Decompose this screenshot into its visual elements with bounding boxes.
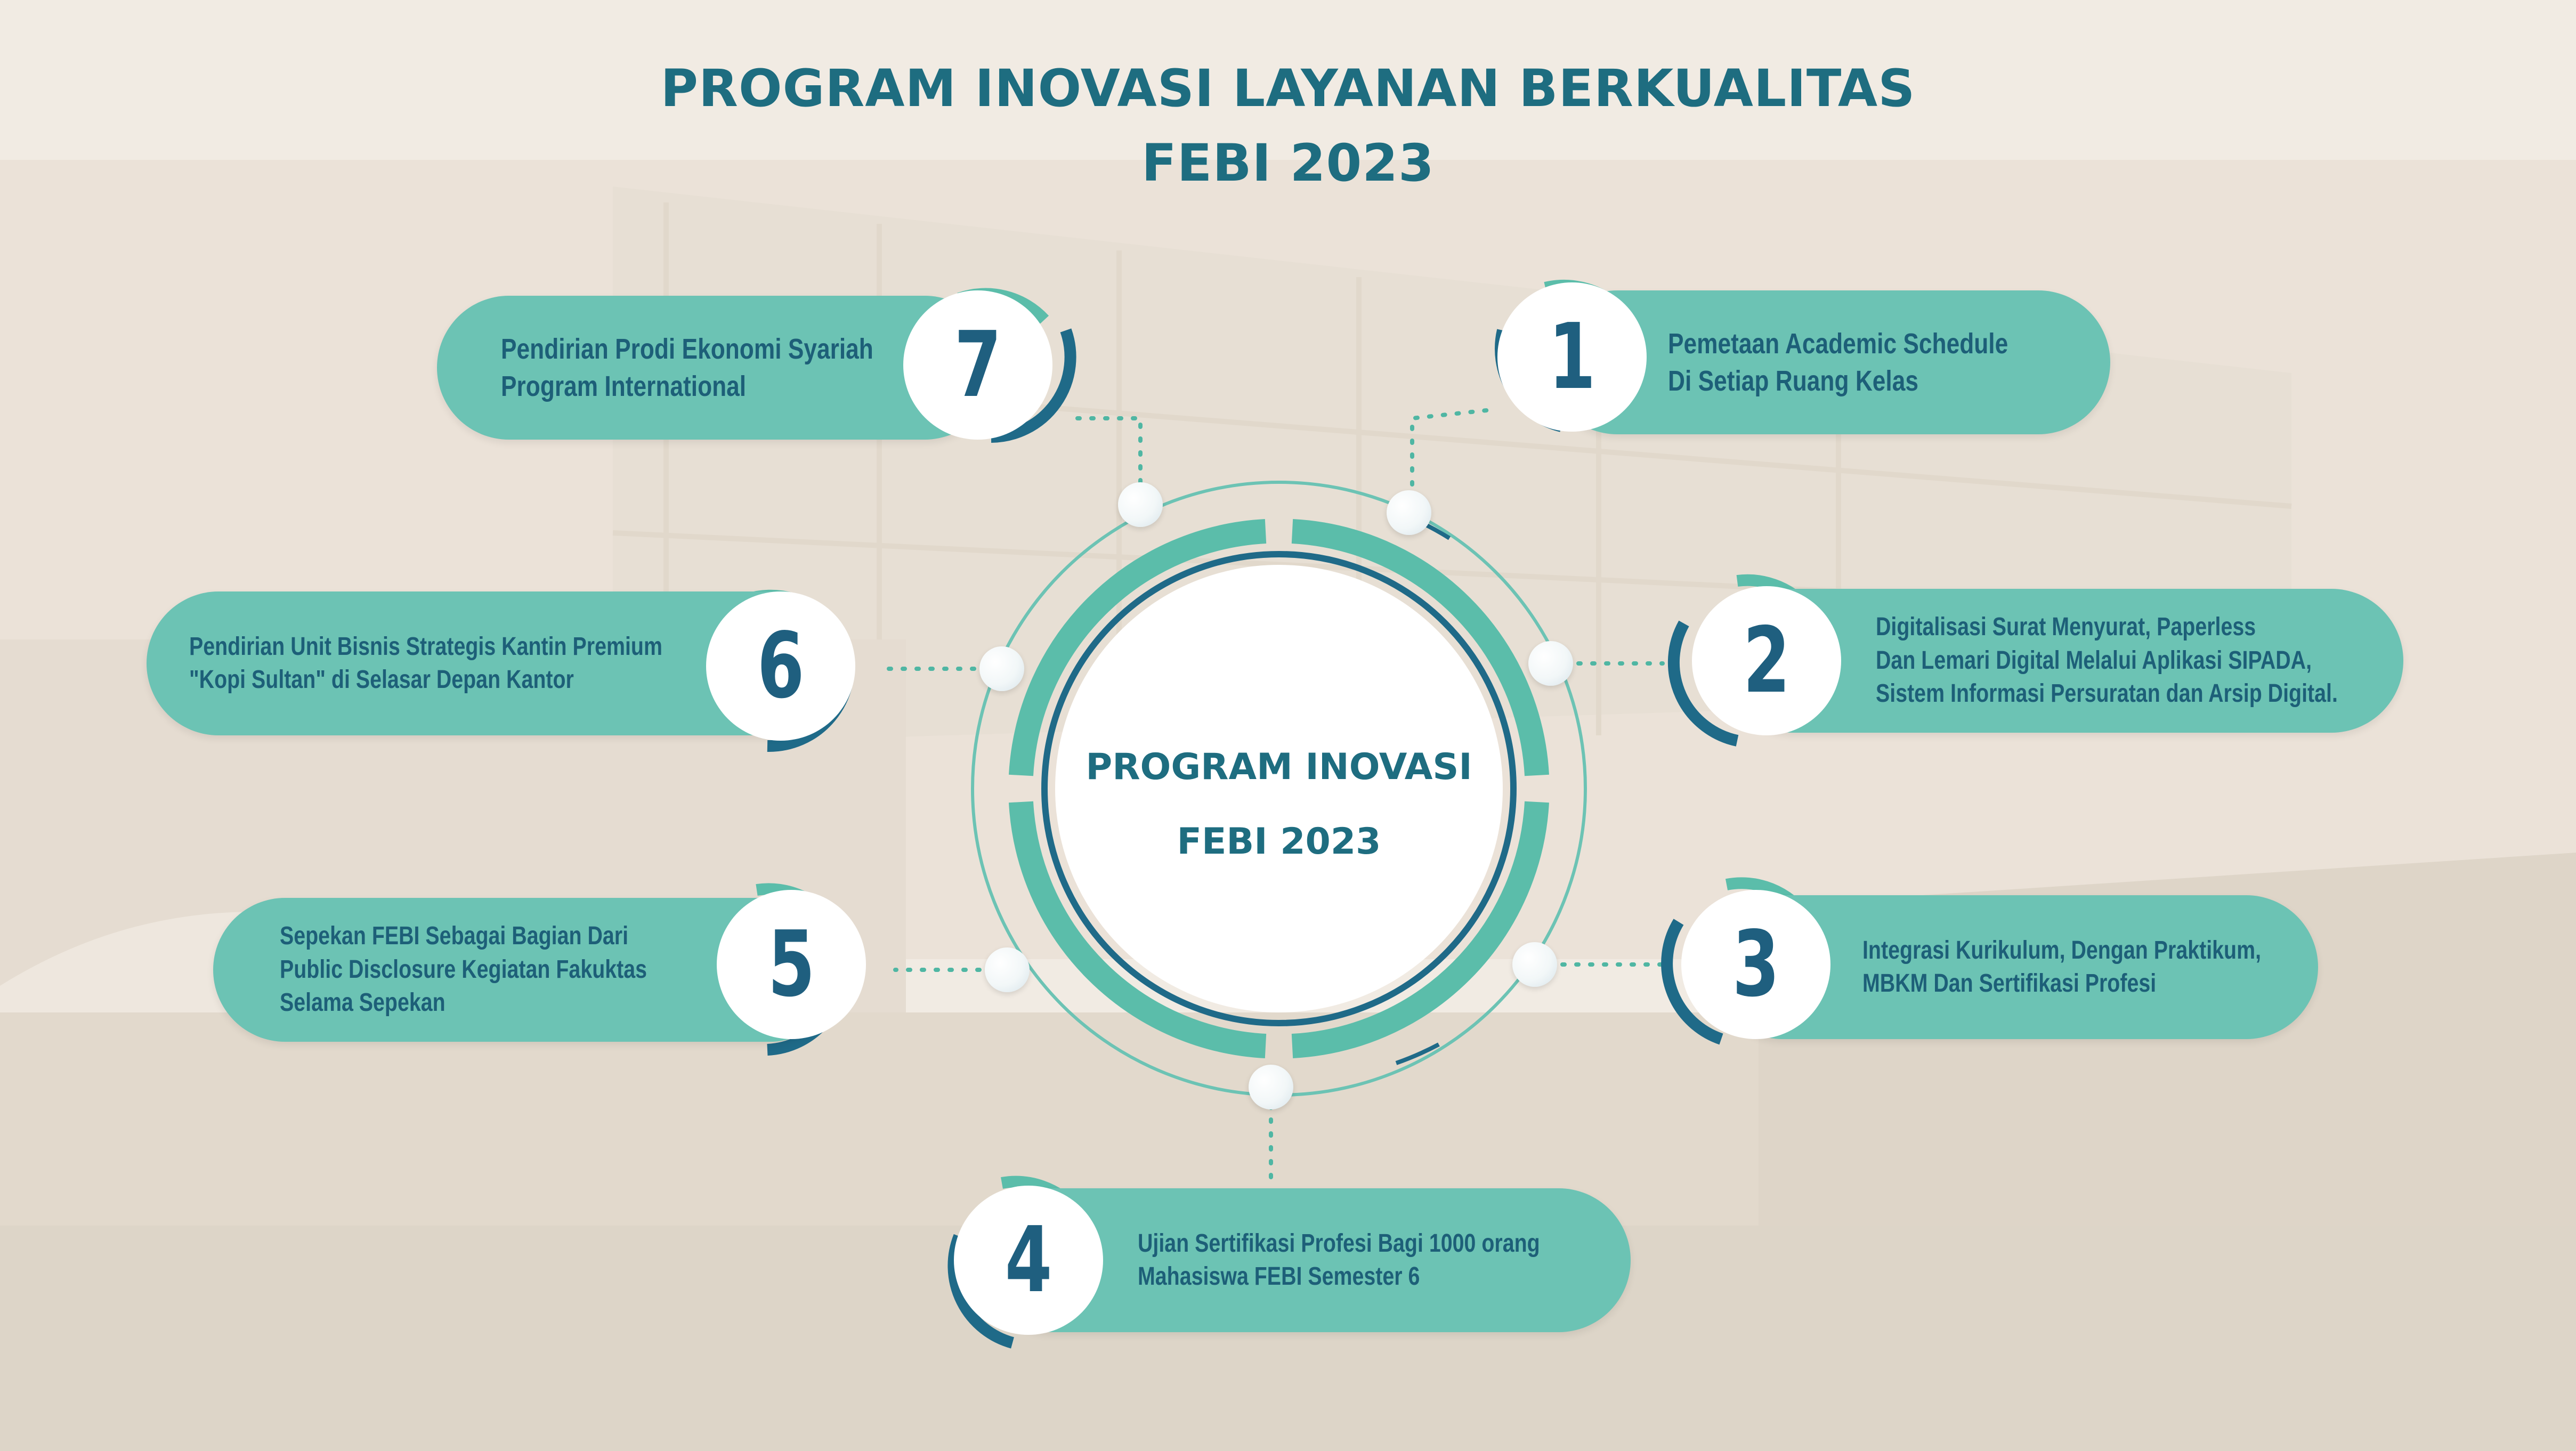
program-number-2: 2: [1697, 591, 1836, 730]
program-number-1: 1: [1503, 288, 1641, 426]
program-text-5: Sepekan FEBI Sebagai Bagian Dari Public Disclosure Kegiatan Fakuktas Selama Sepekan: [280, 922, 647, 1017]
connector-node-1: [1387, 490, 1431, 535]
program-text-4: Ujian Sertifikasi Profesi Bagi 1000 orang Mahasiswa FEBI Semester 6: [1138, 1229, 1540, 1291]
center-title-line2: FEBI 2023: [1177, 821, 1381, 863]
main-title-line1: PROGRAM INOVASI LAYANAN BERKUALITAS: [660, 59, 1916, 118]
connector-node-6: [979, 646, 1024, 691]
connector-node-2: [1528, 641, 1573, 686]
program-text-6: Pendirian Unit Bisnis Strategis Kantin Premium "Kopi Sultan" di Selasar Depan Kantor: [189, 632, 662, 694]
program-text-1: Pemetaan Academic Schedule Di Setiap Ruang Kelas: [1668, 327, 2008, 397]
center-title-line1: PROGRAM INOVASI: [1086, 746, 1472, 788]
connector-node-7: [1118, 482, 1163, 527]
program-number-5: 5: [722, 895, 861, 1034]
program-number-7: 7: [909, 296, 1047, 434]
program-text-7: Pendirian Prodi Ekonomi Syariah Program International: [501, 333, 873, 402]
connector-node-3: [1512, 942, 1557, 987]
program-text-3: Integrasi Kurikulum, Dengan Praktikum, MBKM Dan Sertifikasi Profesi: [1862, 936, 2262, 998]
program-number-3: 3: [1687, 895, 1825, 1034]
program-number-4: 4: [959, 1191, 1098, 1330]
program-text-2: Digitalisasi Surat Menyurat, Paperless Dan Lemari Digital Melalui Aplikasi SIPADA, Sistem Informasi Persuratan dan Arsip Digital.: [1876, 613, 2338, 708]
program-number-6: 6: [711, 597, 850, 735]
main-title-line2: FEBI 2023: [1141, 133, 1435, 193]
connector-node-5: [985, 947, 1030, 992]
connector-node-4: [1249, 1065, 1293, 1109]
